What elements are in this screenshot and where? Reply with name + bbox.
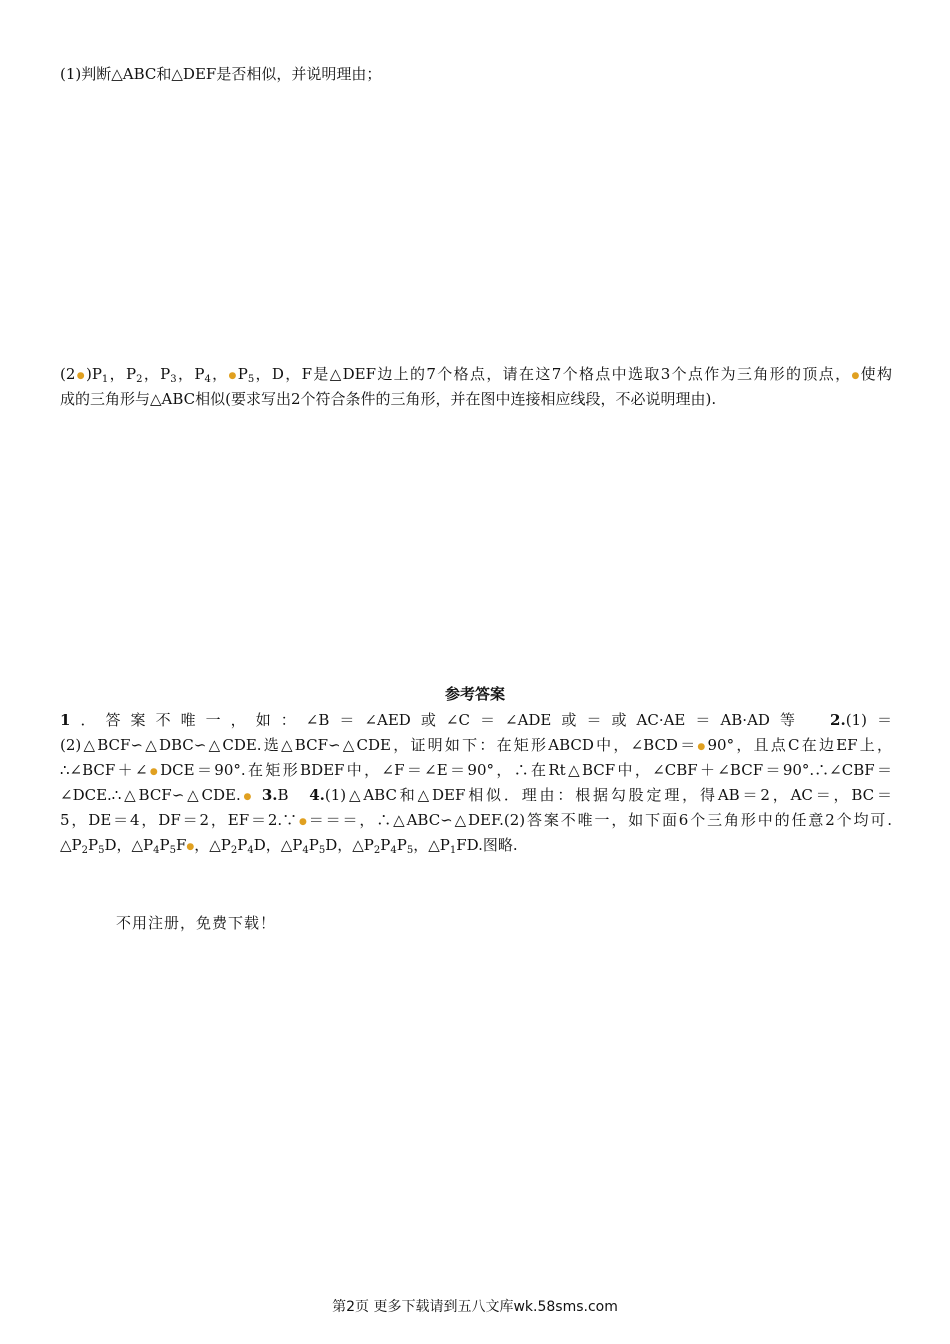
- text-run: ∠DCE.∴△BCF∽△CDE.: [60, 786, 241, 804]
- text-run: ∴∠BCF＋∠: [60, 761, 148, 779]
- answer-number: 2.: [830, 711, 846, 729]
- text-run: ，: [210, 365, 229, 383]
- text-run: ，△P: [194, 836, 231, 854]
- text-run: B: [277, 786, 310, 804]
- answers-title: 参考答案: [444, 685, 505, 703]
- text-run: P: [159, 836, 170, 854]
- dot-mark-icon: ●: [147, 767, 161, 777]
- text-run: (2)△BCF∽△DBC∽△CDE.选△BCF∽△CDE，证明如下：在矩形ABCD中，∠BCD＝: [60, 736, 698, 754]
- answers-line-5: [60, 808, 892, 835]
- text-run: P: [237, 365, 248, 383]
- subscript: 2: [136, 374, 143, 385]
- subscript: 5: [247, 374, 255, 385]
- text-run: ，D，F是△DEF边上的7个格点，请在这7个格点中选取3个点作为三角形的顶点，: [254, 365, 852, 383]
- text-run: ，△P: [413, 836, 450, 854]
- question-2-line-1: [60, 362, 892, 389]
- text-run: (1)△ABC和△DEF相似．理由：根据勾股定理，得AB＝2，AC＝，BC＝: [324, 786, 892, 804]
- subscript: 4: [302, 845, 309, 856]
- subscript: 5: [318, 845, 326, 856]
- subscript: 2: [230, 845, 238, 856]
- text-run: D，△P: [104, 836, 154, 854]
- subscript: 4: [204, 374, 211, 385]
- subscript: 1: [449, 845, 457, 856]
- answers-line-6: [60, 833, 892, 860]
- text-run: P: [237, 836, 248, 854]
- text-run: P: [308, 836, 319, 854]
- answers-line-2: [60, 733, 892, 760]
- text-run: P: [88, 836, 99, 854]
- text-run: (1)＝: [845, 711, 892, 729]
- text-run: △P: [60, 836, 82, 854]
- answer-number: 3.: [261, 786, 278, 804]
- page-footer: 第2页 更多下载请到五八文库wk.58sms.com: [332, 1299, 618, 1315]
- text-run: DCE＝90°.在矩形BDEF中，∠F＝∠E＝90°，∴在Rt△BCF中，∠CBF＋∠BCF＝90°.∴∠CBF＝: [160, 761, 893, 779]
- question-1: [60, 62, 892, 87]
- dot-mark-icon: ●: [240, 792, 255, 802]
- subscript: 2: [81, 845, 89, 856]
- answers-line-3: [60, 758, 892, 785]
- dot-mark-icon: ●: [75, 371, 86, 381]
- answer-number: 4.: [309, 786, 325, 804]
- subscript: 4: [390, 845, 397, 856]
- text-run: 5，DE＝4，DF＝2，EF＝2.∵: [60, 811, 298, 829]
- answers-line-1: [60, 708, 892, 733]
- dot-mark-icon: ●: [851, 371, 861, 381]
- text-run: ．答案不唯一，如：∠B＝∠AED或∠C＝∠ADE或＝或AC·AE＝AB·AD等: [70, 711, 831, 729]
- text-run: ，P: [142, 365, 171, 383]
- text-run: 使构: [860, 365, 892, 383]
- text-run: 90°，且点C在边EF上，: [707, 736, 892, 754]
- subscript: 5: [406, 845, 414, 856]
- text-run: F: [175, 836, 187, 854]
- subscript: 4: [247, 845, 254, 856]
- subscript: 3: [170, 374, 177, 385]
- question-2-line-2: [60, 387, 892, 412]
- subscript: 5: [98, 845, 105, 856]
- answers-line-4: [60, 783, 892, 810]
- text-run: ，P: [108, 365, 137, 383]
- text-run: D，△P: [325, 836, 374, 854]
- subscript: 5: [169, 845, 176, 856]
- download-note: 不用注册，免费下载！: [116, 914, 277, 932]
- text-run: )P: [85, 365, 102, 383]
- dot-mark-icon: ●: [297, 817, 309, 827]
- dot-mark-icon: ●: [228, 371, 238, 381]
- answer-number: 1: [60, 711, 71, 729]
- question-1-text: (1)判断△ABC和△DEF是否相似，并说明理由；: [60, 65, 382, 83]
- text-run: P: [380, 836, 391, 854]
- text-run: (2: [60, 365, 76, 383]
- text-run: ＝＝＝，∴△ABC∽△DEF.(2)答案不唯一，如下面6个三角形中的任意2个均可.: [308, 811, 893, 829]
- text-run: ，P: [176, 365, 205, 383]
- dot-mark-icon: ●: [697, 742, 708, 752]
- text-run: D，△P: [253, 836, 303, 854]
- subscript: 4: [153, 845, 160, 856]
- subscript: 1: [101, 374, 109, 385]
- text-run: FD.图略.: [456, 836, 518, 854]
- text-run: 成的三角形与△ABC相似(要求写出2个符合条件的三角形，并在图中连接相应线段，不必说明理由).: [60, 390, 717, 408]
- dot-mark-icon: ●: [186, 842, 195, 852]
- text-run: P: [396, 836, 407, 854]
- subscript: 2: [373, 845, 381, 856]
